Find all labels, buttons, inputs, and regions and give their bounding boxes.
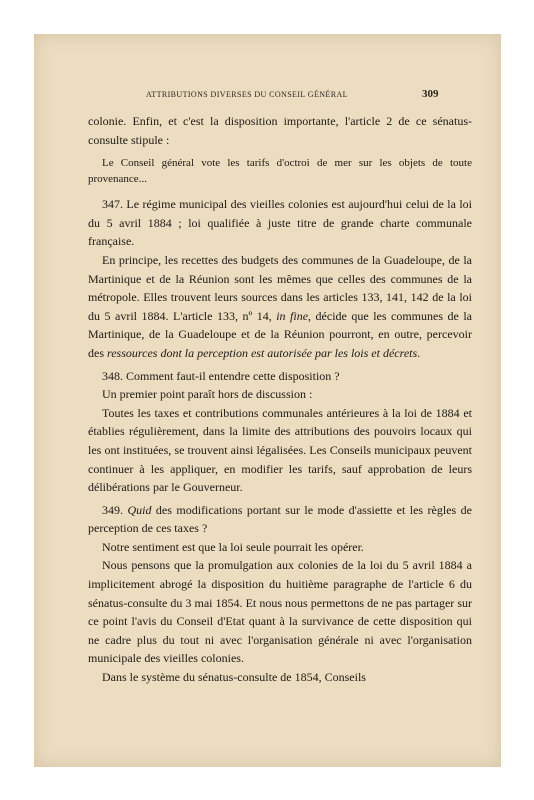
italic-ressources: ressources dont la perception est autorisée par les lois et décrets [107, 345, 418, 360]
paragraph-principe-text: En principe, les recettes des budgets des communes de la Guadeloupe, de la Martinique et de la Réunion sont les mêmes que celles des communes de la métropole. Elles trouvent leurs sources dans les articles 133, 141, 142 de la loi du 5 avril 1884. L'article 133, nº 14, [88, 252, 472, 323]
paragraph-premier-point: Un premier point paraît hors de discussion : [102, 387, 313, 402]
section-number-347: 347. [102, 197, 123, 212]
paragraph-sentiment: Notre sentiment est que la loi seule pourrait les opérer. [102, 539, 364, 554]
paragraph-349-text: des modifications portant sur le mode d'assiette et les règles de perception de ces taxes ? [88, 502, 472, 536]
section-number-348: 348. [102, 368, 123, 383]
paragraph-principe [88, 251, 472, 363]
running-header [34, 90, 501, 106]
header-title: ATTRIBUTIONS DIVERSES DU CONSEIL GÉNÉRAL [146, 90, 348, 99]
section-number-349: 349. [102, 502, 123, 517]
paragraph-347 [88, 195, 472, 251]
book-page [34, 34, 501, 767]
paragraph-principe-end: . [417, 345, 421, 360]
paragraph-348-text: Comment faut-il entendre cette disposition ? [123, 368, 340, 383]
paragraph-intro: colonie. Enfin, et c'est la disposition importante, l'article 2 de ce sénatus-consulte stipule : [88, 114, 472, 147]
italic-in-fine: in fine [276, 308, 309, 323]
page-number: 309 [422, 88, 439, 100]
paragraph-taxes: Toutes les taxes et contributions communales antérieures à la loi de 1884 et établies régulièrement, dans la limite des attributions des pouvoirs locaux qui les ont instituées, se trouvent ainsi légalisées. Les Conseils municipaux peuvent continuer à les appliquer, en modifier les tarifs, sauf approbation de leurs délibérations par le Gouverneur. [88, 405, 472, 495]
paragraph-systeme: Dans le système du sénatus-consulte de 1854, Conseils [102, 670, 366, 685]
italic-quid: Quid [127, 502, 152, 517]
paragraph-349 [88, 501, 472, 538]
paragraph-promulgation: Nous pensons que la promulgation aux colonies de la loi du 5 avril 1884 a implicitement abrogé la disposition du huitième paragraphe de l'article 6 du sénatus-consulte du 3 mai 1854. Et nous nous permettons de ne pas partager sur ce point l'avis du Conseil d'Etat quant à la survivance de cette disposition qui ne cadre plus du tout ni avec l'organisation générale ni avec l'organisation municipale des vieilles colonies. [88, 558, 472, 666]
page-body [88, 112, 472, 687]
quote-block: Le Conseil général vote les tarifs d'octroi de mer sur les objets de toute provenance... [88, 157, 472, 186]
paragraph-principe-text-2: , décide que les communes de la Martinique, de la Guadeloupe et de la Réunion pourront, en outre, percevoir des [88, 308, 473, 360]
paragraph-347-text: Le régime municipal des vieilles colonies est aujourd'hui celui de la loi du 5 avril 1884 ; loi qualifiée à juste titre de grande charte communale française. [88, 197, 472, 249]
paragraph-348 [88, 367, 472, 386]
